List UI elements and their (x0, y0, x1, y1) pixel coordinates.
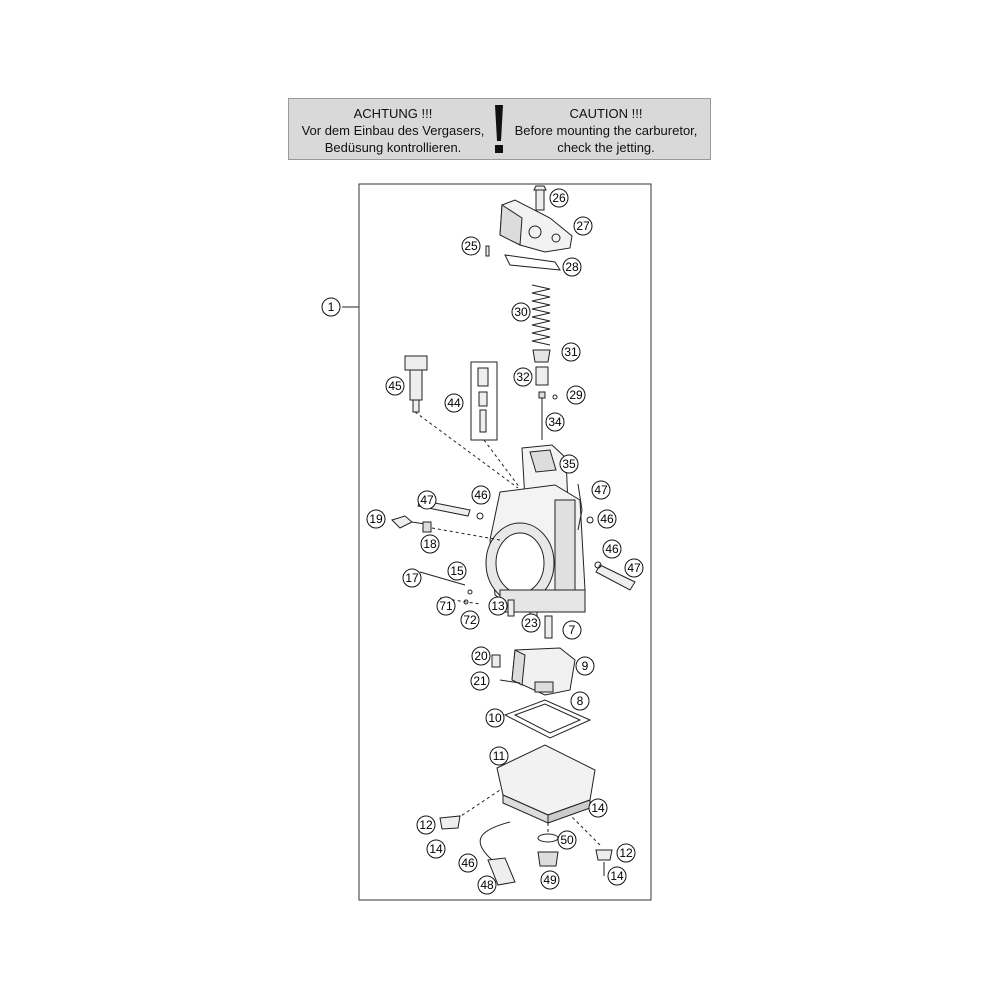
callout-7 (563, 621, 581, 639)
callout-label: 46 (461, 856, 475, 870)
callout-label: 12 (619, 846, 633, 860)
callout-25 (462, 237, 480, 255)
callout-35 (560, 455, 578, 473)
callout-8 (571, 692, 589, 710)
callout-17 (403, 569, 421, 587)
callout-26 (550, 189, 568, 207)
callout-44 (445, 394, 463, 412)
callout-28 (563, 258, 581, 276)
callout-14 (608, 867, 626, 885)
callout-29 (567, 386, 585, 404)
callout-11 (490, 747, 508, 765)
callout-label: 45 (388, 379, 402, 393)
callout-label: 13 (491, 599, 505, 613)
warning-german-title: ACHTUNG !!! (353, 106, 433, 121)
callout-label: 8 (576, 694, 584, 708)
callout-label: 28 (565, 260, 579, 274)
callout-label: 72 (463, 613, 477, 627)
callout-47 (418, 491, 436, 509)
callout-label: 46 (605, 542, 619, 556)
callout-21 (471, 672, 489, 690)
callout-46 (603, 540, 621, 558)
callout-label: 15 (450, 564, 464, 578)
callout-12 (617, 844, 635, 862)
callout-34 (546, 413, 564, 431)
callout-13 (489, 597, 507, 615)
callout-label: 9 (581, 659, 589, 673)
warning-german-line2: Bedüsung kontrollieren. (324, 140, 462, 155)
warning-english-line2: check the jetting. (557, 140, 655, 155)
callout-71 (437, 597, 455, 615)
callout-30 (512, 303, 530, 321)
callout-label: 46 (474, 488, 488, 502)
callout-label: 14 (429, 842, 443, 856)
callout-label: 47 (627, 561, 641, 575)
callout-46 (459, 854, 477, 872)
callout-10 (486, 709, 504, 727)
callout-label: 25 (464, 239, 478, 253)
callout-label: 10 (488, 711, 502, 725)
callout-45 (386, 377, 404, 395)
callout-label: 12 (419, 818, 433, 832)
callout-18 (421, 535, 439, 553)
callout-label: 49 (543, 873, 557, 887)
callout-label: 11 (492, 749, 506, 763)
callout-label: 18 (423, 537, 437, 551)
callout-46 (472, 486, 490, 504)
callout-19 (367, 510, 385, 528)
callout-20 (472, 647, 490, 665)
callout-label: 20 (474, 649, 488, 663)
callout-label: 31 (564, 345, 578, 359)
callout-label: 50 (560, 833, 574, 847)
callout-14 (589, 799, 607, 817)
callout-49 (541, 871, 559, 889)
callout-label: 35 (562, 457, 576, 471)
callout-32 (514, 368, 532, 386)
callout-label: 29 (569, 388, 583, 402)
callout-label: 23 (524, 616, 538, 630)
callout-12 (417, 816, 435, 834)
callout-31 (562, 343, 580, 361)
callout-15 (448, 562, 466, 580)
callout-1-label: 1 (327, 300, 335, 314)
callout-label: 44 (447, 396, 461, 410)
callout-label: 47 (420, 493, 434, 507)
callout-label: 34 (548, 415, 562, 429)
warning-english-line1: Before mounting the carburetor, (514, 123, 698, 138)
callout-50 (558, 831, 576, 849)
callout-72 (461, 611, 479, 629)
callout-label: 26 (552, 191, 566, 205)
callout-48 (478, 876, 496, 894)
callout-label: 30 (514, 305, 528, 319)
callout-label: 32 (516, 370, 530, 384)
callout-47 (592, 481, 610, 499)
callout-label: 27 (576, 219, 590, 233)
callout-label: 71 (439, 599, 453, 613)
callout-label: 48 (480, 878, 494, 892)
callout-label: 21 (473, 674, 487, 688)
callout-46 (598, 510, 616, 528)
callout-label: 47 (594, 483, 608, 497)
callout-14 (427, 840, 445, 858)
float-bowl-drawing (497, 745, 595, 823)
callout-label: 19 (369, 512, 383, 526)
callout-27 (574, 217, 592, 235)
carburetor-body-drawing (486, 485, 585, 612)
callout-47 (625, 559, 643, 577)
callout-23 (522, 614, 540, 632)
callout-label: 7 (568, 623, 576, 637)
warning-german-line1: Vor dem Einbau des Vergasers, (301, 123, 485, 138)
callout-label: 17 (405, 571, 419, 585)
callout-9 (576, 657, 594, 675)
callout-label: 14 (591, 801, 605, 815)
callout-label: 46 (600, 512, 614, 526)
callout-1 (322, 298, 340, 316)
warning-english-title: CAUTION !!! (569, 106, 643, 121)
callout-label: 14 (610, 869, 624, 883)
